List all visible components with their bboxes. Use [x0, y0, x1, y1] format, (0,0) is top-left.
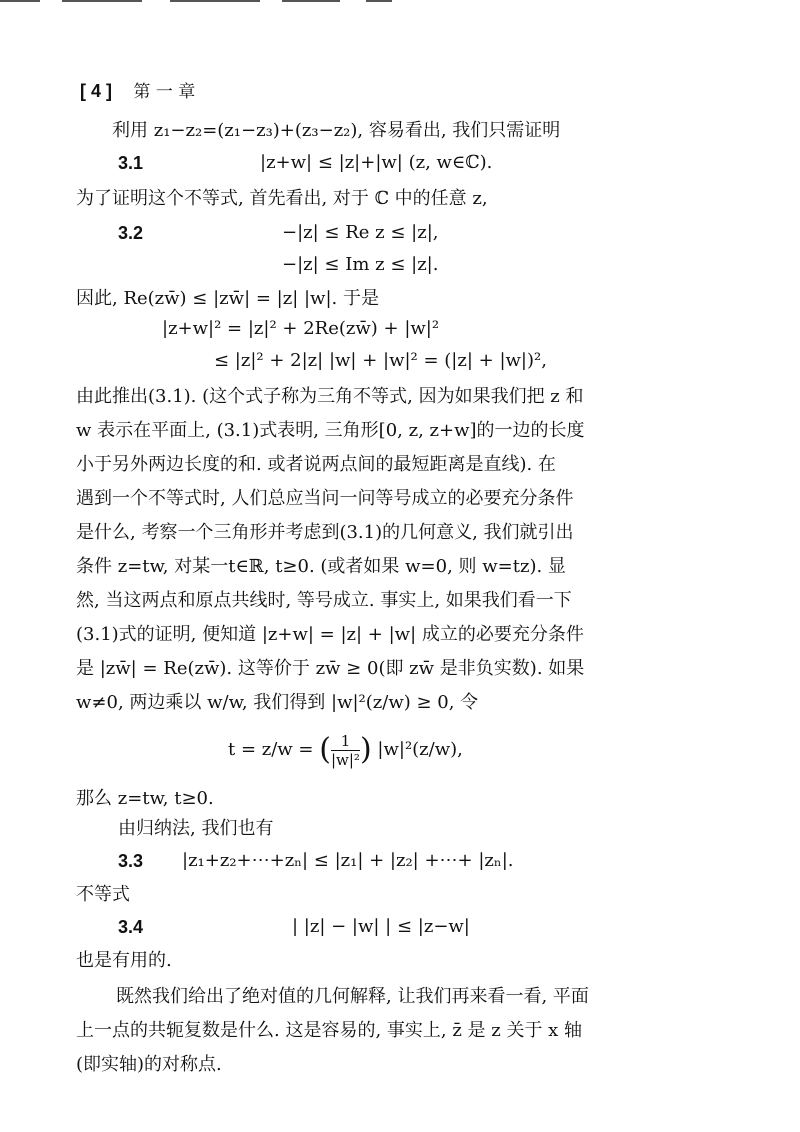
scan-top-rules: [0, 0, 800, 14]
text-line: w≠0, 两边乘以 w/w, 我们得到 |w|²(z/w) ≥ 0, 令: [76, 692, 479, 713]
text-line: (3.1)式的证明, 便知道 |z+w| = |z| + |w| 成立的必要充分条件: [76, 624, 584, 645]
formula-3-3: |z₁+z₂+⋯+zₙ| ≤ |z₁| + |z₂| +⋯+ |zₙ|.: [182, 850, 514, 871]
formula-3-3-number: 3.3: [118, 851, 144, 871]
text-line: (即实轴)的对称点.: [76, 1054, 222, 1075]
chapter-title: 第 一 章: [133, 82, 196, 102]
formula-3-4-number: 3.4: [118, 917, 144, 937]
equation-line: ≤ |z|² + 2|z| |w| + |w|² = (|z| + |w|)²,: [214, 350, 547, 371]
text-line: 是什么, 考察一个三角形并考虑到(3.1)的几何意义, 我们就引出: [76, 522, 574, 543]
formula-3-4: | |z| − |w| | ≤ |z−w|: [292, 916, 470, 937]
text-line: 由归纳法, 我们也有: [118, 818, 274, 839]
text-line: 利用 z₁−z₂=(z₁−z₃)+(z₃−z₂), 容易看出, 我们只需证明: [112, 120, 561, 141]
text-line: 遇到一个不等式时, 人们总应当问一问等号成立的必要充分条件: [76, 488, 574, 509]
text-line: w 表示在平面上, (3.1)式表明, 三角形[0, z, z+w]的一边的长度: [76, 420, 585, 441]
formula-3-1: |z+w| ≤ |z|+|w| (z, w∈ℂ).: [260, 152, 493, 173]
formula-3-2b: −|z| ≤ Im z ≤ |z|.: [282, 254, 439, 275]
text-line: 小于另外两边长度的和. 或者说两点间的最短距离是直线). 在: [76, 454, 556, 475]
equation-t-definition: t = z/w = ( $\frac{1}{\text{|w|²}}$ ) |w|²(z/w),: [228, 731, 463, 769]
formula-3-2-number: 3.2: [118, 223, 144, 243]
text-line: 然, 当这两点和原点共线时, 等号成立. 事实上, 如果我们看一下: [76, 590, 572, 611]
text-line: 也是有用的.: [76, 950, 172, 971]
text-line: 条件 z=tw, 对某一t∈ℝ, t≥0. (或者如果 w=0, 则 w=tz). 显: [76, 556, 566, 577]
text-line: 那么 z=tw, t≥0.: [76, 788, 214, 809]
running-header: [80, 78, 195, 105]
text-line: 是 |zw̄| = Re(zw̄). 这等价于 zw̄ ≥ 0(即 zw̄ 是非负实数). 如果: [76, 658, 585, 679]
text-line: 为了证明这个不等式, 首先看出, 对于 ℂ 中的任意 z,: [76, 188, 488, 209]
fraction: $\frac{1}{\text{|w|²}}$: [330, 731, 360, 769]
text-line: 既然我们给出了绝对值的几何解释, 让我们再来看一看, 平面: [116, 986, 589, 1007]
text-line: 由此推出(3.1). (这个式子称为三角不等式, 因为如果我们把 z 和: [76, 386, 584, 407]
formula-3-2a: −|z| ≤ Re z ≤ |z|,: [282, 222, 439, 243]
text-line: 不等式: [76, 884, 130, 905]
formula-3-1-number: 3.1: [118, 153, 144, 173]
text-line: 上一点的共轭复数是什么. 这是容易的, 事实上, z̄ 是 z 关于 x 轴: [76, 1020, 583, 1041]
page-number: [ 4 ]: [80, 81, 113, 101]
text-line: 因此, Re(zw̄) ≤ |zw̄| = |z| |w|. 于是: [76, 288, 379, 309]
equation-line: |z+w|² = |z|² + 2Re(zw̄) + |w|²: [162, 318, 440, 339]
